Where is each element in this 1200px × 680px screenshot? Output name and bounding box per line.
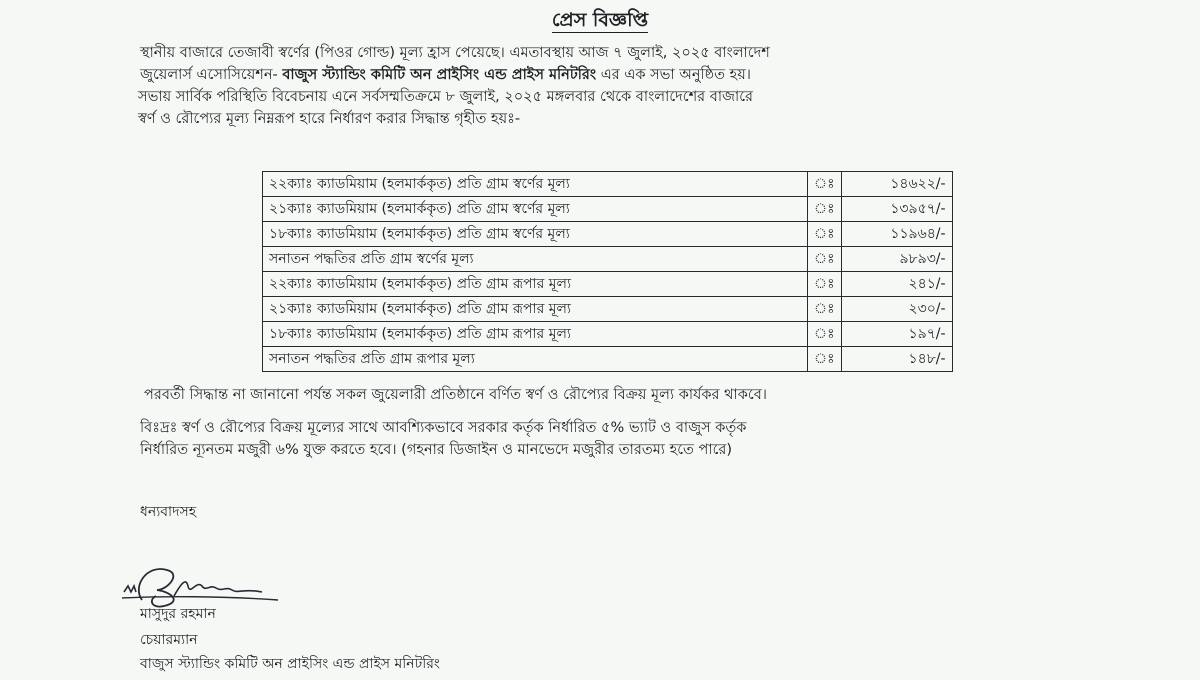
rate-item: সনাতন পদ্ধতির প্রতি গ্রাম স্বর্ণের মূল্য xyxy=(263,247,808,272)
table-row xyxy=(263,297,953,322)
rate-separator: ঃ xyxy=(808,197,842,222)
rate-price: ৯৮৯৩/- xyxy=(841,247,952,272)
rate-item: ২২ক্যাঃ ক্যাডমিয়াম (হলমার্ককৃত) প্রতি গ্রাম রূপার মূল্য xyxy=(263,272,808,297)
signatory-designation: চেয়ারম্যান xyxy=(140,632,198,648)
rate-item: ২১ক্যাঃ ক্যাডমিয়াম (হলমার্ককৃত) প্রতি গ্রাম রূপার মূল্য xyxy=(263,297,808,322)
table-row xyxy=(263,347,953,372)
table-row xyxy=(263,272,953,297)
rates-table-body xyxy=(263,172,953,372)
signatory-name: মাসুদুর রহমান xyxy=(140,606,216,622)
rate-separator: ঃ xyxy=(808,172,842,197)
page-title xyxy=(0,6,1200,38)
rate-separator: ঃ xyxy=(808,322,842,347)
table-row xyxy=(263,247,953,272)
rate-price: ১৩৯৫৭/- xyxy=(841,197,952,222)
intro-line-3: সভায় সার্বিক পরিস্থিতি বিবেচনায় এনে সর্বসম্মতিক্রমে ৮ জুলাই, ২০২৫ মঙ্গলবার থেকে বাংলাদেশের বাজারে xyxy=(138,89,754,105)
rate-price: ১১৯৬৪/- xyxy=(841,222,952,247)
intro-line-4: স্বর্ণ ও রৌপ্যের মূল্য নিম্নরূপ হারে নির্ধারণ করার সিদ্ধান্ত গৃহীত হয়ঃ- xyxy=(138,111,521,127)
rate-separator: ঃ xyxy=(808,272,842,297)
rates-table xyxy=(262,171,953,372)
rate-price: ২৩০/- xyxy=(841,297,952,322)
rate-price: ১৪৮/- xyxy=(841,347,952,372)
note-paragraph xyxy=(140,417,746,461)
note-line-2: নির্ধারিত ন্যূনতম মজুরী ৬% যুক্ত করতে হবে। (গহনার ডিজাইন ও মানভেদে মজুরীর তারতম্য হতে পারে) xyxy=(140,442,733,458)
validity-text: পরবর্তী সিদ্ধান্ত না জানানো পর্যন্ত সকল জুয়েলারী প্রতিষ্ঠানে বর্ণিত স্বর্ণ ও রৌপ্যের বিক্রয় মূল্য কার্যকর থাকবে। xyxy=(144,387,767,403)
signatory-organization: বাজুস স্ট্যান্ডিং কমিটি অন প্রাইসিং এন্ড প্রাইস মনিটরিং xyxy=(140,656,440,672)
intro-line-2 xyxy=(140,64,770,86)
rate-separator: ঃ xyxy=(808,347,842,372)
table-row xyxy=(263,322,953,347)
rate-price: ১৯৭/- xyxy=(841,322,952,347)
rate-item: ১৮ক্যাঃ ক্যাডমিয়াম (হলমার্ককৃত) প্রতি গ্রাম স্বর্ণের মূল্য xyxy=(263,222,808,247)
table-row xyxy=(263,222,953,247)
intro-paragraph xyxy=(140,42,770,130)
rate-item: সনাতন পদ্ধতির প্রতি গ্রাম রূপার মূল্য xyxy=(263,347,808,372)
rate-item: ২১ক্যাঃ ক্যাডমিয়াম (হলমার্ককৃত) প্রতি গ্রাম স্বর্ণের মূল্য xyxy=(263,197,808,222)
committee-name: বাজুস স্ট্যান্ডিং কমিটি অন প্রাইসিং এন্ড প্রাইস মনিটরিং xyxy=(282,67,597,83)
closing-text: ধন্যবাদসহ xyxy=(140,504,197,520)
rate-separator: ঃ xyxy=(808,297,842,322)
rate-price: ১৪৬২২/- xyxy=(841,172,952,197)
rate-item: ১৮ক্যাঃ ক্যাডমিয়াম (হলমার্ককৃত) প্রতি গ্রাম রূপার মূল্য xyxy=(263,322,808,347)
table-row xyxy=(263,197,953,222)
rate-separator: ঃ xyxy=(808,247,842,272)
rate-price: ২৪১/- xyxy=(841,272,952,297)
intro-line-1: স্থানীয় বাজারে তেজাবী স্বর্ণের (পিওর গোল্ড) মূল্য হ্রাস পেয়েছে। এমতাবস্থায় আজ ৭ জুলাই, ২০২৫ বাংলাদেশ xyxy=(140,45,770,61)
table-row xyxy=(263,172,953,197)
rate-item: ২২ক্যাঃ ক্যাডমিয়াম (হলমার্ককৃত) প্রতি গ্রাম স্বর্ণের মূল্য xyxy=(263,172,808,197)
note-line-1: বিঃদ্রঃ স্বর্ণ ও রৌপ্যের বিক্রয় মূল্যের সাথে আবশ্যিকভাবে সরকার কর্তৃক নির্ধারিত ৫% ভ্যাট ও বাজুস কর্তৃক xyxy=(140,420,747,436)
intro-line-2-prefix: জুয়েলার্স এসোসিয়েশন- xyxy=(140,67,278,83)
intro-line-2-suffix: এর এক সভা অনুষ্ঠিত হয়। xyxy=(600,67,751,83)
title-text: প্রেস বিজ্ঞপ্তি xyxy=(551,9,649,31)
rate-separator: ঃ xyxy=(808,222,842,247)
